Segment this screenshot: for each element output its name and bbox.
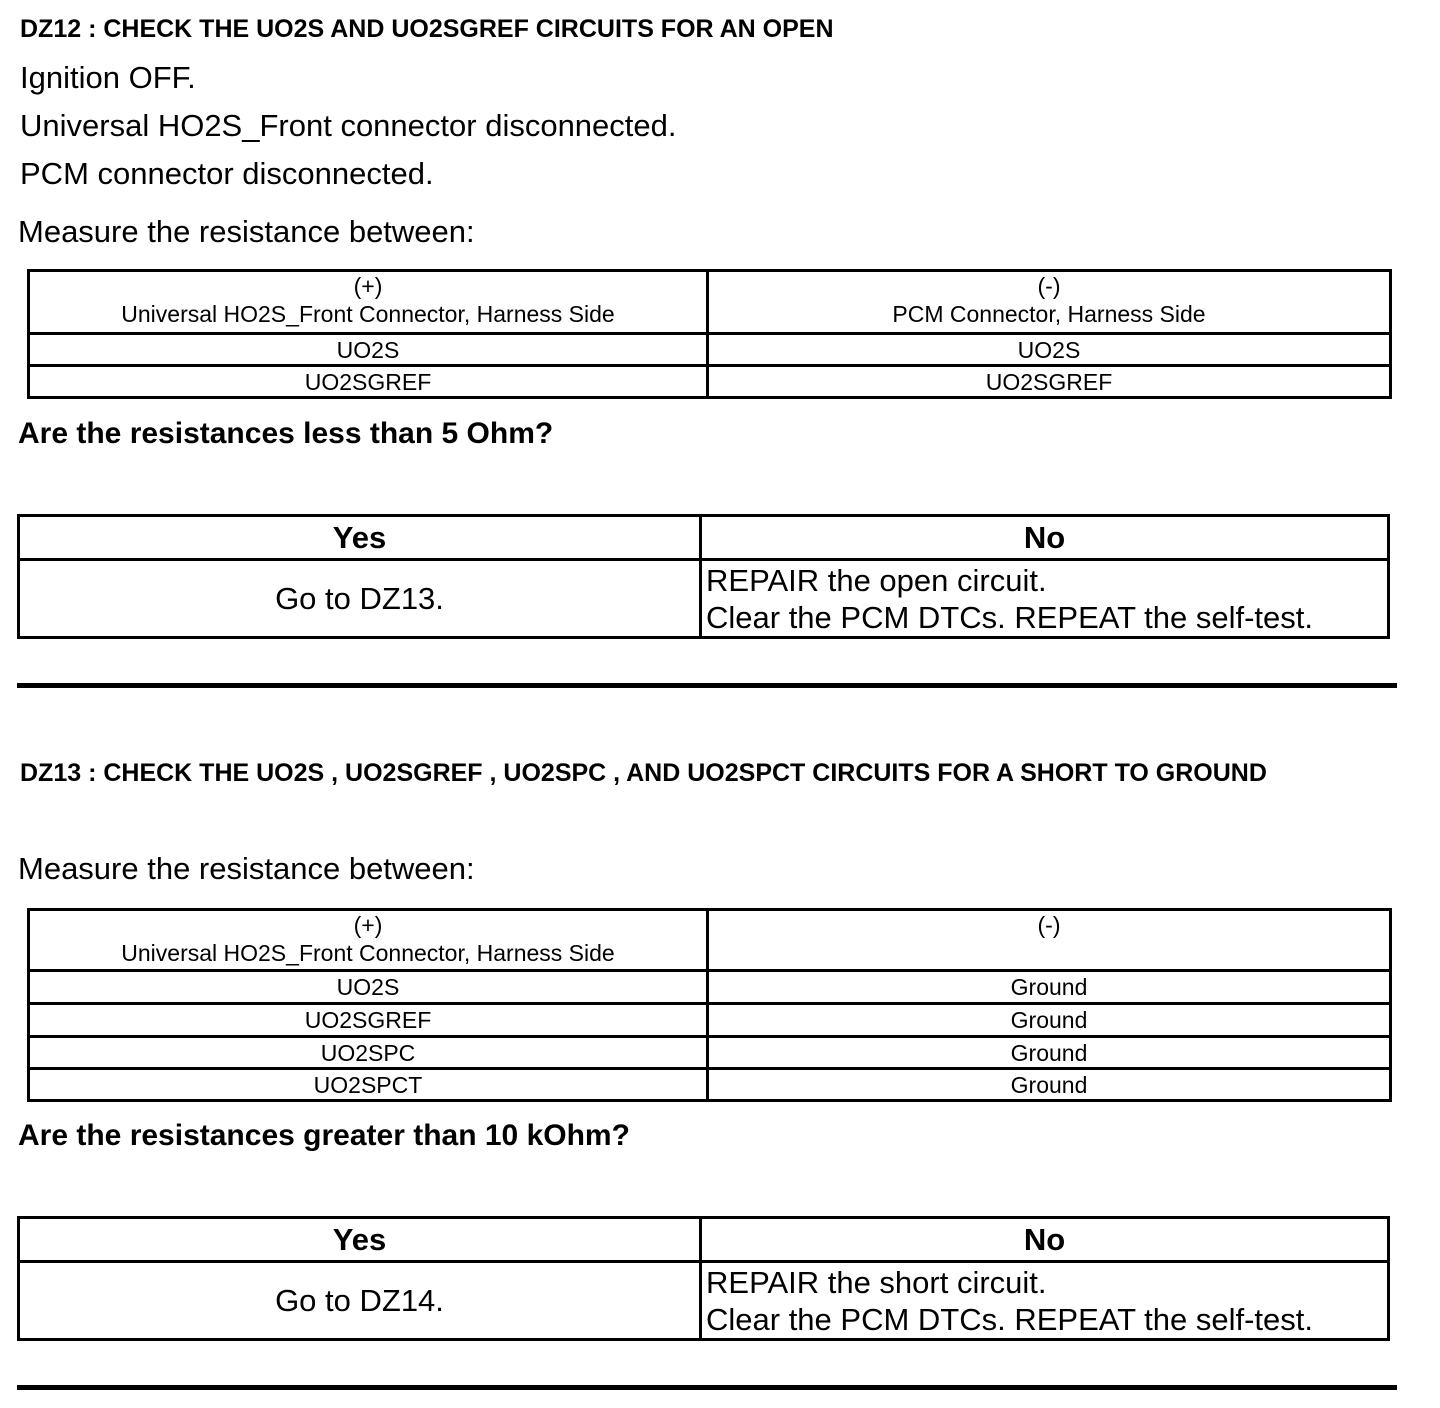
- table-row: [29, 971, 1391, 1004]
- no-header: No: [701, 1218, 1389, 1262]
- plus-connector-desc: Universal HO2S_Front Connector, Harness Side: [121, 301, 615, 327]
- dz13-measure-label: Measure the resistance between:: [18, 851, 475, 886]
- no-action: [701, 1262, 1389, 1340]
- dz12-step-title: DZ12 : CHECK THE UO2S AND UO2SGREF CIRCUITS FOR AN OPEN: [20, 15, 834, 43]
- minus-pin-cell: Ground: [708, 1037, 1391, 1069]
- no-action-line-1: REPAIR the short circuit.: [706, 1264, 1047, 1300]
- plus-pin-cell: UO2SGREF: [29, 366, 708, 398]
- dz12-condition-ignition: Ignition OFF.: [20, 60, 196, 95]
- minus-header-cell: [708, 271, 1391, 334]
- dz12-condition-pcm-connector: PCM connector disconnected.: [20, 156, 434, 191]
- dz12-answer-table: [17, 514, 1390, 639]
- yes-action: Go to DZ14.: [19, 1262, 701, 1340]
- plus-header-cell: [29, 910, 708, 971]
- minus-connector-desc: PCM Connector, Harness Side: [892, 301, 1206, 327]
- plus-pin-cell: UO2S: [29, 971, 708, 1004]
- plus-symbol: (+): [353, 273, 383, 299]
- no-action-line-2: Clear the PCM DTCs. REPEAT the self-test.: [706, 599, 1313, 635]
- yes-header: Yes: [19, 516, 701, 560]
- yes-action: Go to DZ13.: [19, 560, 701, 638]
- table-row: [29, 1004, 1391, 1037]
- dz12-condition-ho2s-connector: Universal HO2S_Front connector disconnected.: [20, 108, 677, 143]
- no-action: [701, 560, 1389, 638]
- section-divider: [17, 683, 1397, 688]
- plus-pin-cell: UO2S: [29, 334, 708, 366]
- table-header-row: [29, 271, 1391, 334]
- minus-pin-cell: UO2SGREF: [708, 366, 1391, 398]
- no-action-line-1: REPAIR the open circuit.: [706, 562, 1047, 598]
- plus-pin-cell: UO2SPC: [29, 1037, 708, 1069]
- minus-pin-cell: Ground: [708, 1004, 1391, 1037]
- dz13-answer-table: [17, 1216, 1390, 1341]
- table-row: [29, 334, 1391, 366]
- table-header-row: [29, 910, 1391, 971]
- dz12-measurement-table: [27, 269, 1392, 399]
- minus-pin-cell: UO2S: [708, 334, 1391, 366]
- minus-header-cell: [708, 910, 1391, 971]
- minus-symbol: (-): [1037, 273, 1061, 299]
- dz12-measure-label: Measure the resistance between:: [18, 214, 475, 249]
- dz13-question: Are the resistances greater than 10 kOhm?: [18, 1119, 630, 1152]
- plus-pin-cell: UO2SPCT: [29, 1069, 708, 1101]
- dz12-question: Are the resistances less than 5 Ohm?: [18, 417, 554, 450]
- table-row: [29, 366, 1391, 398]
- table-row: [29, 1069, 1391, 1101]
- no-action-line-2: Clear the PCM DTCs. REPEAT the self-test.: [706, 1301, 1313, 1337]
- minus-pin-cell: Ground: [708, 971, 1391, 1004]
- dz13-step-title: DZ13 : CHECK THE UO2S , UO2SGREF , UO2SPC , AND UO2SPCT CIRCUITS FOR A SHORT TO GROUND: [20, 759, 1267, 787]
- minus-symbol: (-): [1037, 912, 1061, 938]
- plus-connector-desc: Universal HO2S_Front Connector, Harness Side: [121, 940, 615, 966]
- dz13-measurement-table: [27, 908, 1392, 1102]
- plus-pin-cell: UO2SGREF: [29, 1004, 708, 1037]
- minus-pin-cell: Ground: [708, 1069, 1391, 1101]
- yes-header: Yes: [19, 1218, 701, 1262]
- plus-header-cell: [29, 271, 708, 334]
- section-divider: [17, 1385, 1397, 1390]
- table-row: [29, 1037, 1391, 1069]
- no-header: No: [701, 516, 1389, 560]
- plus-symbol: (+): [353, 912, 383, 938]
